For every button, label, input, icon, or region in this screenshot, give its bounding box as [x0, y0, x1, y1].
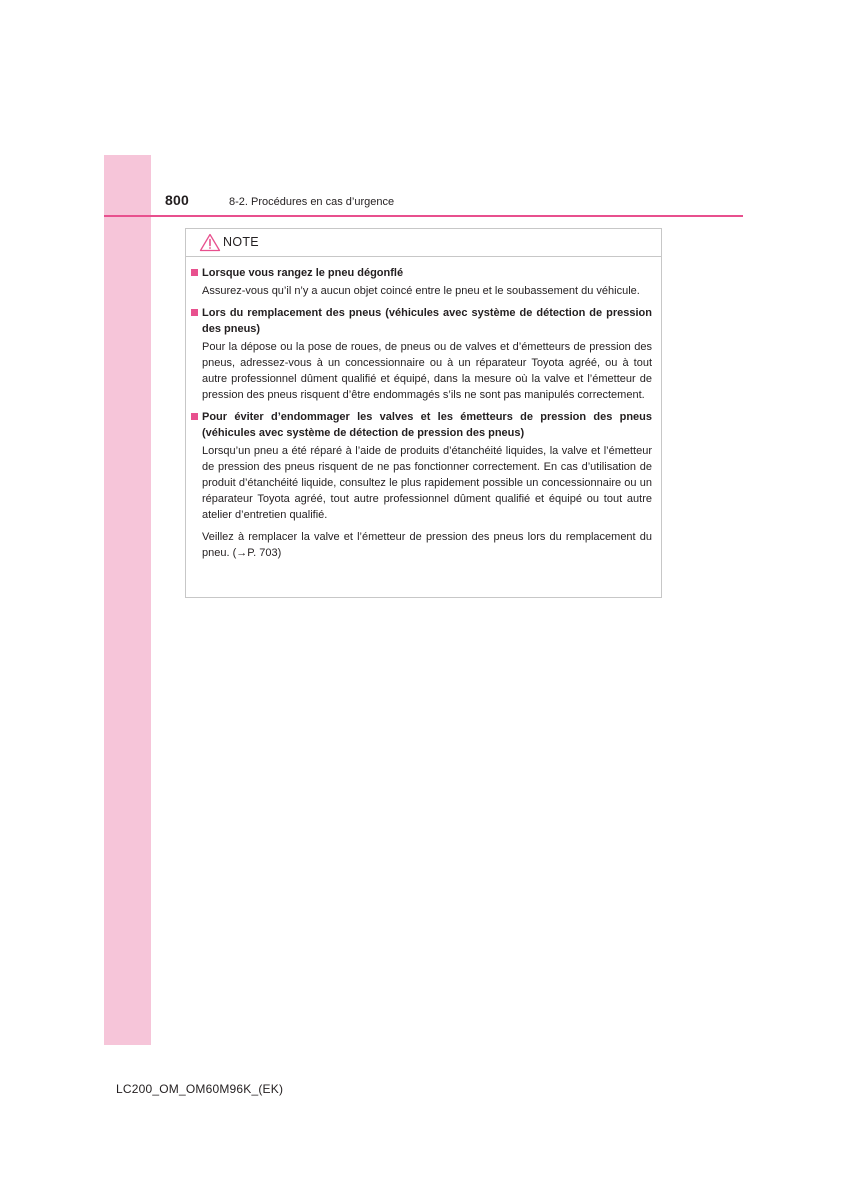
- note-item-title: Pour éviter d’endommager les valves et les émetteurs de pression des pneus (véhicules avec système de détection de pression des pneus): [191, 409, 652, 441]
- page-number: 800: [165, 192, 189, 208]
- note-box: [185, 228, 662, 598]
- note-item-title: Lorsque vous rangez le pneu dégonflé: [191, 265, 652, 281]
- note-paragraph: Lorsqu’un pneu a été réparé à l’aide de produits d’étanchéité liquides, la valve et l’émetteur de pression des pneus risquent de ne pas fonctionner correctement. En cas d’utilisation de produit d’étanchéité liquide, consultez le plus rapidement possible un concessionnaire ou un réparateur Toyota agréé, tout autre professionnel dûment qualifié et équipé ou tout autre atelier d’entretien qualifié.: [202, 445, 652, 521]
- note-header: [186, 229, 661, 257]
- section-title: 8-2. Procédures en cas d’urgence: [229, 196, 395, 208]
- note-item-title: Lors du remplacement des pneus (véhicules avec système de détection de pression des pneus): [191, 305, 652, 337]
- square-bullet-icon: [191, 309, 198, 316]
- warning-triangle-icon: [199, 233, 221, 252]
- side-tab-band: [104, 155, 151, 1045]
- note-item-tire-replacement: [191, 305, 652, 403]
- square-bullet-icon: [191, 269, 198, 276]
- note-item-valve-damage: [191, 409, 652, 561]
- note-paragraph: Pour la dépose ou la pose de roues, de pneus ou de valves et d’émetteurs de pression des pneus, adressez-vous à un concessionnaire ou à un réparateur Toyota agréé, ou à tout autre professionnel dûment qualifié et équipé, dans la mesure où la valve et l’émetteur de pression des pneus risquent d’être endommagés s’ils ne sont pas manipulés correctement.: [202, 341, 652, 401]
- header-rule: [104, 215, 743, 217]
- note-item-stowing: [191, 265, 652, 299]
- note-label: NOTE: [223, 235, 259, 249]
- square-bullet-icon: [191, 413, 198, 420]
- note-paragraph: Assurez-vous qu’il n’y a aucun objet coincé entre le pneu et le soubassement du véhicule.: [202, 285, 640, 297]
- note-body: [186, 257, 661, 561]
- note-paragraph: Veillez à remplacer la valve et l’émetteur de pression des pneus lors du remplacement du pneu. (→P. 703): [202, 531, 652, 559]
- document-code: LC200_OM_OM60M96K_(EK): [116, 1082, 284, 1096]
